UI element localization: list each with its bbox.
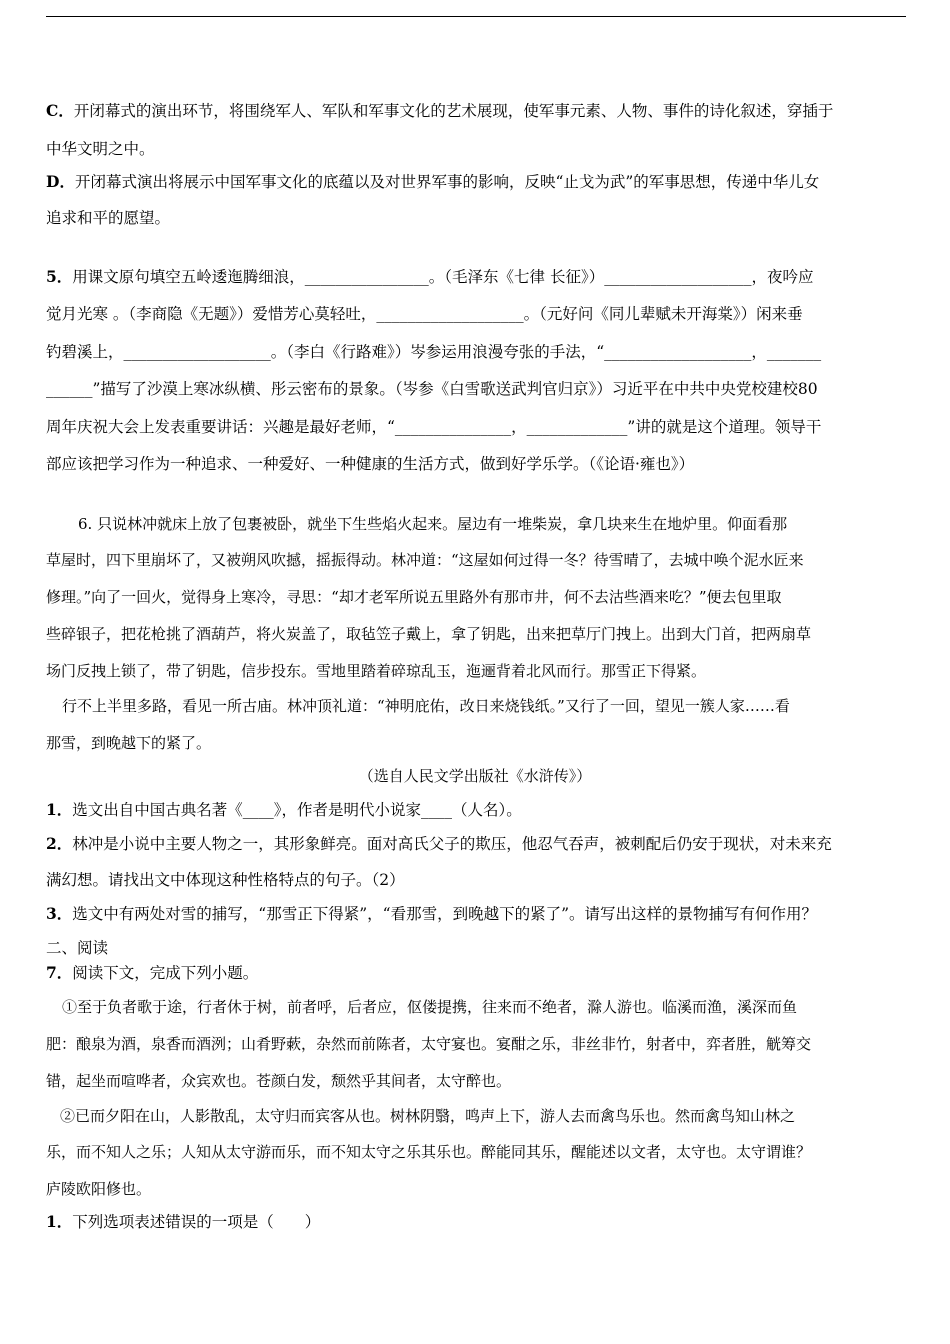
q7-sub1: 1．下列选项表述错误的一项是（ ） [46,1212,321,1231]
q7-para2-line-3: 庐陵欧阳修也。 [46,1180,152,1198]
q5-line-6: 部应该把学习作为一种追求、一种爱好、一种健康的生活方式，做到好学乐学。（《论语·雍也》） [46,455,695,473]
q5-line-5: 周年庆祝大会上发表重要讲话：兴趣是最好老师，“_______________，_____________”讲的就是这个道理。领导干 [46,418,822,436]
q6-passage-line-5: 场门反拽上锁了，带了钥匙，信步投东。雪地里踏着碎琼乱玉，迤逦背着北风而行。那雪正下得紧。 [46,662,707,680]
option-d-line-2: 追求和平的愿望。 [46,209,171,227]
header-rule [46,16,906,17]
option-c-line-2: 中华文明之中。 [46,140,155,158]
q5-line-3: 钓碧溪上，___________________。（李白《行路难》）岑参运用浪漫夸张的手法，“___________________，_______ [46,343,822,361]
q6-passage-line-6: 行不上半里多路，看见一所古庙。林冲顶礼道：“神明庇佑，改日来烧钱纸。”又行了一回，望见一簇人家……看 [62,697,790,715]
q7-para1-line-3: 错，起坐而喧哗者，众宾欢也。苍颜白发，颓然乎其间者，太守醉也。 [46,1072,512,1090]
q5-line-2: 觉月光寒 。（李商隐《无题》）爱惜芳心莫轻吐，___________________。（元好问《同儿辈赋未开海棠》）闲来垂 [46,305,803,323]
q6-passage-line-2: 草屋时，四下里崩坏了，又被朔风吹撼，摇振得动。林冲道：“这屋如何过得一冬？待雪晴了，去城中唤个泥水匠来 [46,551,804,569]
q6-passage-line-7: 那雪，到晚越下的紧了。 [46,734,212,752]
q7-para1-line-1: ①至于负者歌于途，行者休于树，前者呼，后者应，伛偻提携，往来而不绝者，滁人游也。临溪而渔，溪深而鱼 [62,998,798,1016]
q6-sub2-line-2: 满幻想。请找出文中体现这种性格特点的句子。（2） [46,871,405,889]
q5-line-1: 5．用课文原句填空五岭逶迤腾细浪，________________。（毛泽东《七律 长征》）___________________，夜吟应 [46,267,814,286]
q7-instruction: 7．阅读下文，完成下列小题。 [46,963,259,982]
q7-para2-line-2: 乐，而不知人之乐；人知从太守游而乐，而不知太守之乐其乐也。醉能同其乐，醒能述以文者，太守也。太守谓谁？ [46,1143,812,1161]
option-c-line-1: C．开闭幕式的演出环节，将围绕军人、军队和军事文化的艺术展现，使军事元素、人物、事件的诗化叙述，穿插于 [46,101,834,120]
q7-para1-line-2: 肥：酿泉为酒，泉香而酒洌；山肴野蔌，杂然而前陈者，太守宴也。宴酣之乐，非丝非竹，射者中，弈者胜，觥筹交 [46,1035,812,1053]
q6-sub2-line-1: 2．林冲是小说中主要人物之一，其形象鲜亮。面对高氏父子的欺压，他忍气吞声，被刺配后仍安于现状，对未来充 [46,834,832,853]
option-d-line-1: D．开闭幕式演出将展示中国军事文化的底蕴以及对世界军事的影响，反映“止戈为武”的军事思想，传递中华儿女 [46,172,820,191]
q6-passage-line-3: 修理。”向了一回火，觉得身上寒冷，寻思：“却才老军所说五里路外有那市井，何不去沽些酒来吃？”便去包里取 [46,588,782,606]
q6-sub3: 3．选文中有两处对雪的捕写，“那雪正下得紧”，“看那雪，到晚越下的紧了”。请写出这样的景物捕写有何作用？ [46,904,817,923]
q7-para2-line-1: ②已而夕阳在山，人影散乱，太守归而宾客从也。树林阴翳，鸣声上下，游人去而禽鸟乐也。然而禽鸟知山林之 [60,1107,796,1125]
q6-passage-line-1: 6. 只说林冲就床上放了包裹被卧，就坐下生些焰火起来。屋边有一堆柴炭，拿几块来生在地炉里。仰面看那 [78,515,788,533]
q6-sub1: 1．选文出自中国古典名著《____》，作者是明代小说家____（人名）。 [46,800,522,819]
passage-source: （选自人民文学出版社《水浒传》） [358,767,592,785]
q6-passage-line-4: 些碎银子，把花枪挑了酒葫芦，将火炭盖了，取毡笠子戴上，拿了钥匙，出来把草厅门拽上。出到大门首，把两扇草 [46,625,812,643]
section-heading: 二、阅读 [46,939,109,957]
q5-line-4: ______”描写了沙漠上寒冰纵横、彤云密布的景象。（岑参《白雪歌送武判官归京》）习近平在中共中央党校建校80 [46,380,818,398]
